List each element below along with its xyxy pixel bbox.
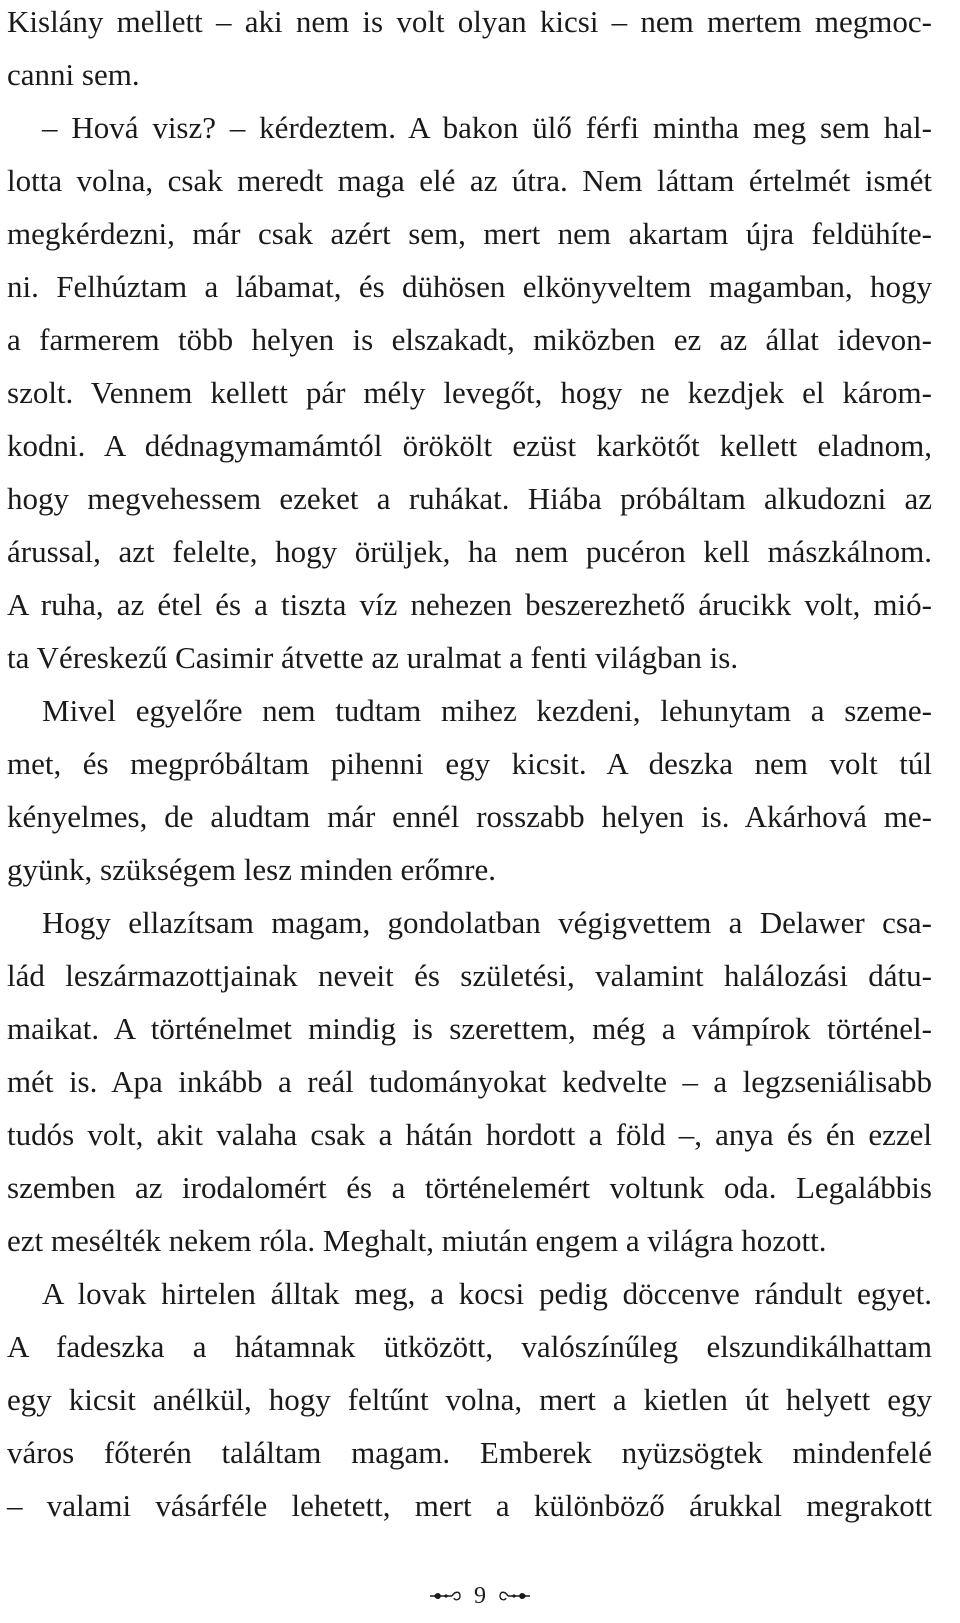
- text-line: ezt mesélték nekem róla. Meghalt, miután engem a világra hozott.: [7, 1223, 827, 1258]
- text-line: város főterén találtam magam. Emberek nyüzsögtek mindenfelé: [7, 1435, 932, 1470]
- text-line: A ruha, az étel és a tiszta víz nehezen beszerezhető árucikk volt, mió-: [7, 587, 932, 622]
- text-line: a farmerem több helyen is elszakadt, miközben ez az állat idevon-: [7, 322, 932, 357]
- text-line: met, és megpróbáltam pihenni egy kicsit. A deszka nem volt túl: [7, 746, 932, 781]
- page-number: 9: [474, 1583, 486, 1609]
- text-line: megkérdezni, már csak azért sem, mert nem akartam újra feldühíte-: [7, 216, 932, 251]
- text-line: – valami vásárféle lehetett, mert a különböző árukkal megrakott: [7, 1488, 932, 1523]
- text-line: ni. Felhúztam a lábamat, és dühösen elkönyveltem magamban, hogy: [7, 269, 932, 304]
- text-line: mét is. Apa inkább a reál tudományokat kedvelte – a legzseniálisabb: [7, 1064, 932, 1099]
- text-line: Hogy ellazítsam magam, gondolatban végigvettem a Delawer csa-: [42, 905, 932, 940]
- text-line: kényelmes, de aludtam már ennél rosszabb helyen is. Akárhová me-: [7, 799, 932, 834]
- flourish-right-icon: [496, 1589, 532, 1603]
- text-line: A lovak hirtelen álltak meg, a kocsi pedig döccenve rándult egyet.: [42, 1276, 932, 1311]
- text-line: canni sem.: [7, 57, 140, 92]
- page-footer: [0, 1578, 960, 1614]
- text-line: ta Véreskezű Casimir átvette az uralmat a fenti világban is.: [7, 640, 739, 675]
- flourish-left-icon: [428, 1589, 464, 1603]
- text-line: árussal, azt felelte, hogy örüljek, ha nem pucéron kell mászkálnom.: [7, 534, 932, 569]
- text-line: maikat. A történelmet mindig is szerettem, még a vámpírok történel-: [7, 1011, 932, 1046]
- text-line: lotta volna, csak meredt maga elé az útra. Nem láttam értelmét ismét: [7, 163, 932, 198]
- text-line: gyünk, szükségem lesz minden erőmre.: [7, 852, 496, 887]
- text-line: Mivel egyelőre nem tudtam mihez kezdeni, lehunytam a szeme-: [42, 693, 932, 728]
- text-line: tudós volt, akit valaha csak a hátán hordott a föld –, anya és én ezzel: [7, 1117, 932, 1152]
- text-line: – Hová visz? – kérdeztem. A bakon ülő férfi mintha meg sem hal-: [42, 110, 932, 145]
- text-line: Kislány mellett – aki nem is volt olyan kicsi – nem mertem megmoc-: [7, 4, 932, 39]
- text-line: kodni. A dédnagymamámtól örökölt ezüst karkötőt kellett eladnom,: [7, 428, 932, 463]
- text-line: lád leszármazottjainak neveit és születési, valamint halálozási dátu-: [7, 958, 932, 993]
- text-line: hogy megvehessem ezeket a ruhákat. Hiába próbáltam alkudozni az: [7, 481, 932, 516]
- text-line: egy kicsit anélkül, hogy feltűnt volna, mert a kietlen út helyett egy: [7, 1382, 932, 1417]
- text-line: A fadeszka a hátamnak ütközött, valószínűleg elszundikálhattam: [7, 1329, 932, 1364]
- text-line: szemben az irodalomért és a történelemért voltunk oda. Legalábbis: [7, 1170, 932, 1205]
- text-line: szolt. Vennem kellett pár mély levegőt, hogy ne kezdjek el károm-: [7, 375, 932, 410]
